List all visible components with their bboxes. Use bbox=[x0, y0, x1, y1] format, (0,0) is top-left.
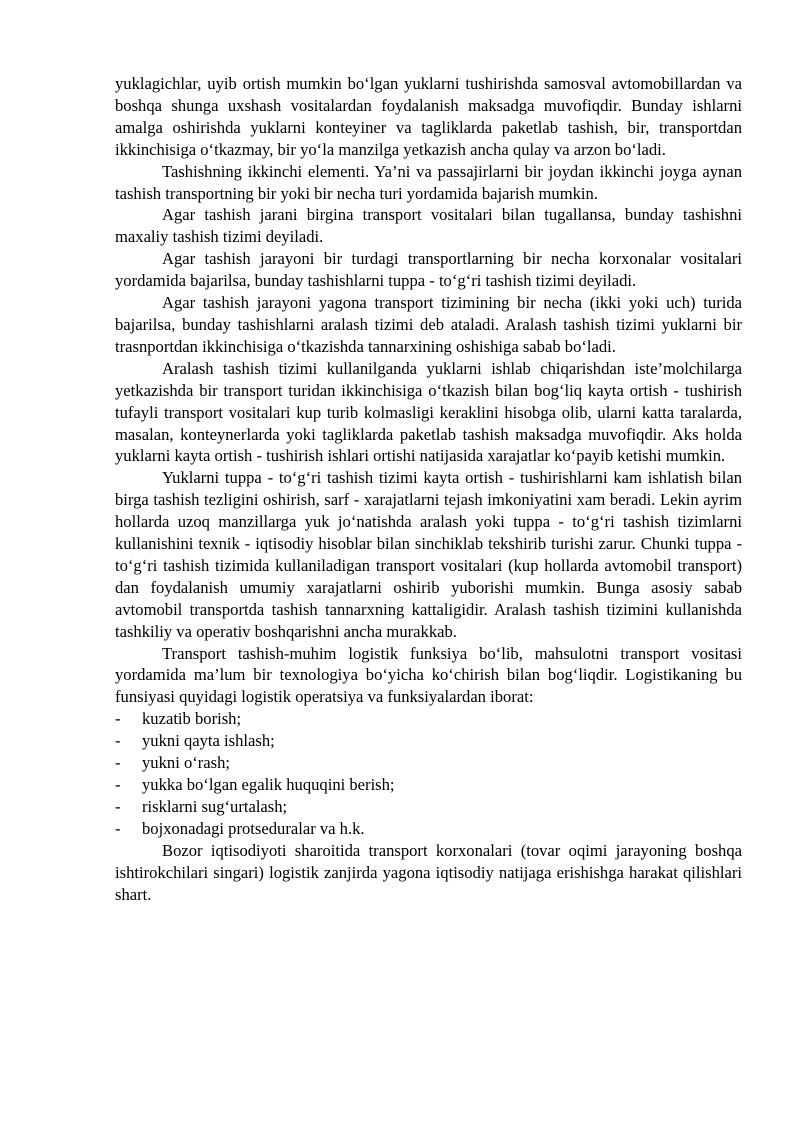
document-page bbox=[115, 73, 742, 905]
paragraph: Agar tashish jarani birgina transport vositalari bilan tugallansa, bunday tashishni maxaliy tashish tizimi deyiladi. bbox=[115, 205, 742, 247]
paragraph: Yuklarni tuppa - to‘g‘ri tashish tizimi kayta ortish - tushirishlarni kam ishlatish bilan birga tashish tezligini oshirish, sarf - xarajatlarni tejash imkoniyatini xam beradi. Lekin ayrim hollarda uzoq manzillarga yuk jo‘natishda aralash yoki tuppa - to‘g‘ri tashish tizimlarni kullanishini texnik - iqtisodiy hisoblar bilan sinchiklab tekshirib turishi zarur. Chunki tuppa - to‘g‘ri tashish tizimida kullaniladigan transport vositalari (kup hollarda avtomobil transport) dan foydalanish umumiy xarajatlarni oshirib yuborishi mumkin. Bunga asosiy sabab avtomobil transportda tashish tannarxning kattaligidir. Aralash tashish tizimini kullanishda tashkiliy va operativ boshqarishni ancha murakkab. bbox=[115, 468, 742, 641]
list-item bbox=[115, 708, 742, 730]
list-item-text: yukka bo‘lgan egalik huquqini berish; bbox=[142, 775, 395, 794]
dash-marker: - bbox=[115, 775, 121, 794]
closing-paragraph: Bozor iqtisodiyoti sharoitida transport korxonalari (tovar oqimi jarayoning boshqa ishtirokchilari singari) logistik zanjirda yagona iqtisodiy natijaga erishishga harakat qilishlari shart. bbox=[115, 840, 742, 904]
paragraph: Tashishning ikkinchi elementi. Ya’ni va passajirlarni bir joydan ikkinchi joyga aynan tashish transportning bir yoki bir necha turi yordamida bajarish mumkin. bbox=[115, 161, 742, 203]
list-item bbox=[115, 818, 742, 840]
paragraph: Agar tashish jarayoni yagona transport tizimining bir necha (ikki yoki uch) turida bajarilsa, bunday tashishlarni aralash tizimi deb ataladi. Aralash tashish tizimi yuklarni bir trasnportdan ikkinchisiga o‘tkazishda tannarxining oshishiga sabab bo‘ladi. bbox=[115, 293, 742, 356]
list-item bbox=[115, 774, 742, 796]
paragraph-continuation: yuklagichlar, uyib ortish mumkin bo‘lgan yuklarni tushirishda samosval avtomobillardan va boshqa shunga uxshash vositalardan foydalanish maksadga muvofiqdir. Bunday ishlarni amalga oshirishda yuklarni konteyiner va tagliklarda paketlab tashish, bir, transportdan ikkinchisiga o‘tkazmay, bir yo‘la manzilga yetkazish ancha qulay va arzon bo‘ladi. bbox=[115, 74, 742, 159]
list-item bbox=[115, 752, 742, 774]
bullet-list bbox=[115, 708, 742, 839]
list-item bbox=[115, 730, 742, 752]
list-item-text: yukni qayta ishlash; bbox=[142, 731, 275, 751]
dash-marker: - bbox=[115, 753, 121, 773]
list-item-text: yukni o‘rash; bbox=[142, 753, 231, 773]
list-item-text: kuzatib borish; bbox=[142, 709, 242, 729]
dash-marker: - bbox=[115, 796, 121, 816]
list-item bbox=[115, 796, 742, 818]
paragraph: Agar tashish jarayoni bir turdagi transportlarning bir necha korxonalar vositalari yordamida bajarilsa, bunday tashishlarni tuppa - to‘g‘ri tashish tizimi deyiladi. bbox=[115, 249, 742, 291]
dash-marker: - bbox=[115, 818, 121, 838]
dash-marker: - bbox=[115, 731, 121, 751]
list-item-text: risklarni sug‘urtalash; bbox=[142, 796, 288, 816]
dash-marker: - bbox=[115, 709, 121, 729]
list-item-text: bojxonadagi protseduralar va h.k. bbox=[142, 818, 365, 838]
paragraph: Transport tashish-muhim logistik funksiya bo‘lib, mahsulotni transport vositasi yordamida ma’lum bir texnologiya bo‘yicha ko‘chirish bilan bog‘liqdir. Logistikaning bu funsiyasi quyidagi logistik operatsiya va funksiyalardan iborat: bbox=[115, 643, 742, 707]
paragraph: Aralash tashish tizimi kullanilganda yuklarni ishlab chiqarishdan iste’molchilarga yetkazishda bir transport turidan ikkinchisiga o‘tkazish bilan bog‘liq kayta ortish - tushirish tufayli transport vositalari kup turib kolmasligi keraklini hisobga olib, ularni katta taralarda, masalan, konteynerlarda yoki tagliklarda paketlab tashish maksadga muvofiqdir. Aks holda yuklarni kayta ortish - tushirish ishlari ortishi natijasida xarajatlar ko‘payib ketishi mumkin. bbox=[115, 358, 742, 466]
